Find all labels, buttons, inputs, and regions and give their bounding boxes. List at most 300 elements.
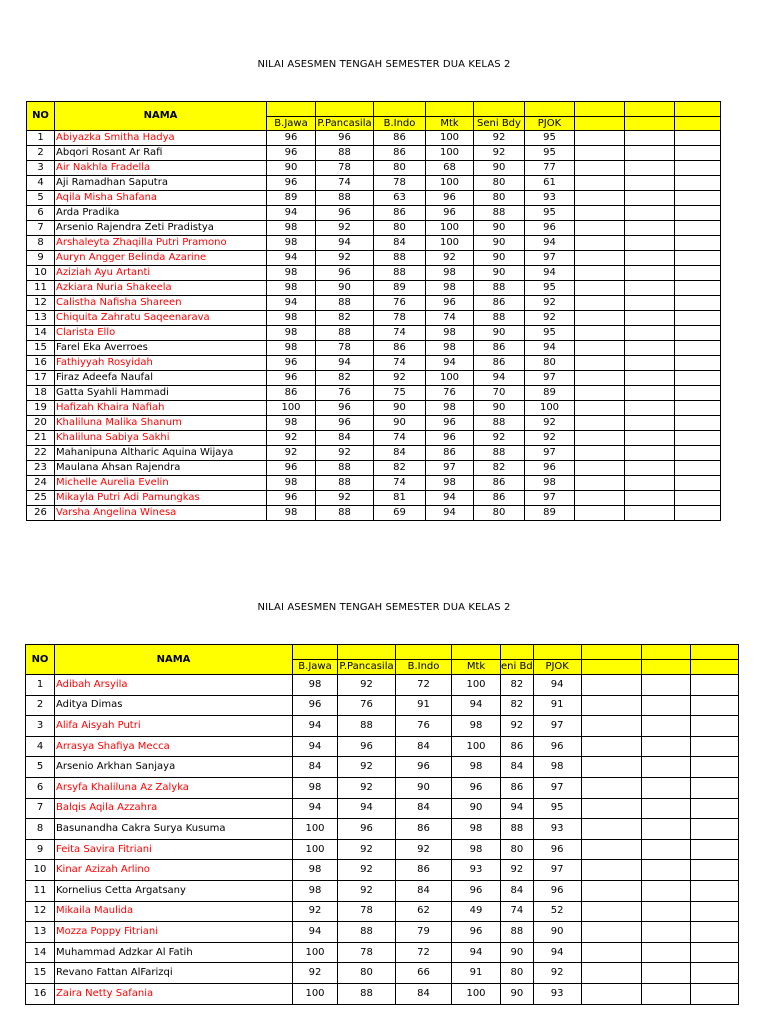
- empty-cell: [625, 431, 675, 446]
- score-ppancasila: 88: [316, 461, 374, 476]
- empty-cell: [625, 206, 675, 221]
- student-name: Mikaila Maulida: [55, 901, 293, 922]
- empty-cell: [575, 296, 625, 311]
- score-ppancasila: 92: [338, 675, 396, 696]
- table-row: [27, 461, 721, 476]
- score-bjawa: 100: [267, 401, 316, 416]
- score-bindo: 88: [374, 266, 426, 281]
- row-number: 25: [27, 491, 55, 506]
- score-bindo: 79: [396, 922, 452, 943]
- header-cell: [374, 102, 426, 117]
- empty-cell: [581, 839, 641, 860]
- score-bjawa: 92: [267, 446, 316, 461]
- empty-cell: [581, 901, 641, 922]
- score-senibdy: 74: [501, 901, 534, 922]
- student-name: Maulana Ahsan Rajendra: [55, 461, 267, 476]
- empty-cell: [575, 431, 625, 446]
- table-row: [26, 922, 739, 943]
- row-number: 10: [27, 266, 55, 281]
- header-cell: [575, 117, 625, 131]
- row-number: 17: [27, 371, 55, 386]
- score-pjok: 100: [525, 401, 575, 416]
- table-row: [27, 236, 721, 251]
- empty-cell: [625, 176, 675, 191]
- empty-cell: [690, 839, 738, 860]
- empty-cell: [581, 819, 641, 840]
- header-cell: [675, 102, 721, 117]
- empty-cell: [690, 777, 738, 798]
- score-bindo: 84: [374, 446, 426, 461]
- table-row: [27, 221, 721, 236]
- header-cell: [581, 645, 641, 660]
- score-bjawa: 94: [293, 736, 338, 757]
- row-number: 16: [26, 983, 55, 1004]
- empty-cell: [575, 176, 625, 191]
- score-ppancasila: 88: [338, 922, 396, 943]
- score-bjawa: 100: [293, 983, 338, 1004]
- score-pjok: 94: [525, 341, 575, 356]
- empty-cell: [675, 206, 721, 221]
- student-name: Mozza Poppy Fitriani: [55, 922, 293, 943]
- score-bindo: 84: [396, 798, 452, 819]
- empty-cell: [625, 161, 675, 176]
- empty-cell: [675, 356, 721, 371]
- score-bindo: 92: [374, 371, 426, 386]
- score-ppancasila: 96: [316, 266, 374, 281]
- score-ppancasila: 96: [316, 206, 374, 221]
- empty-cell: [641, 880, 690, 901]
- empty-cell: [625, 371, 675, 386]
- empty-cell: [575, 251, 625, 266]
- empty-cell: [690, 880, 738, 901]
- score-bjawa: 86: [267, 386, 316, 401]
- score-ppancasila: 92: [316, 251, 374, 266]
- score-bindo: 90: [396, 777, 452, 798]
- score-pjok: 96: [533, 880, 581, 901]
- empty-cell: [581, 942, 641, 963]
- empty-cell: [675, 236, 721, 251]
- empty-cell: [581, 695, 641, 716]
- score-bjawa: 96: [267, 131, 316, 146]
- score-bjawa: 98: [267, 416, 316, 431]
- score-pjok: 95: [525, 131, 575, 146]
- score-ppancasila: 76: [316, 386, 374, 401]
- score-pjok: 97: [525, 446, 575, 461]
- score-mtk: 91: [452, 963, 501, 984]
- empty-cell: [625, 251, 675, 266]
- score-pjok: 89: [525, 506, 575, 521]
- row-number: 8: [27, 236, 55, 251]
- score-ppancasila: 88: [316, 296, 374, 311]
- student-name: Auryn Angger Belinda Azarine: [55, 251, 267, 266]
- empty-cell: [575, 491, 625, 506]
- header-cell: [452, 645, 501, 660]
- score-mtk: 97: [426, 461, 474, 476]
- table-row: [26, 675, 739, 696]
- score-pjok: 96: [533, 839, 581, 860]
- score-mtk: 90: [452, 798, 501, 819]
- table-row: [27, 476, 721, 491]
- score-pjok: 95: [525, 206, 575, 221]
- score-bindo: 90: [374, 401, 426, 416]
- row-number: 24: [27, 476, 55, 491]
- row-number: 1: [26, 675, 55, 696]
- score-senibdy: 90: [474, 251, 525, 266]
- empty-cell: [641, 963, 690, 984]
- score-senibdy: 92: [501, 716, 534, 737]
- empty-cell: [575, 311, 625, 326]
- student-name: Calistha Nafisha Shareen: [55, 296, 267, 311]
- empty-cell: [575, 371, 625, 386]
- table-row: [27, 131, 721, 146]
- empty-cell: [675, 491, 721, 506]
- student-name: Arrasya Shafiya Mecca: [55, 736, 293, 757]
- score-bindo: 80: [374, 221, 426, 236]
- table-row: [27, 161, 721, 176]
- score-bjawa: 94: [293, 716, 338, 737]
- score-senibdy: 92: [474, 431, 525, 446]
- score-bjawa: 96: [267, 491, 316, 506]
- empty-cell: [641, 922, 690, 943]
- header-cell: [641, 645, 690, 660]
- header-cell: [690, 645, 738, 660]
- score-bjawa: 98: [267, 506, 316, 521]
- student-name: Mikayla Putri Adi Pamungkas: [55, 491, 267, 506]
- score-senibdy: 86: [474, 491, 525, 506]
- score-ppancasila: 94: [316, 356, 374, 371]
- empty-cell: [625, 401, 675, 416]
- score-bjawa: 98: [267, 266, 316, 281]
- score-mtk: 96: [426, 416, 474, 431]
- empty-cell: [675, 281, 721, 296]
- score-bjawa: 94: [267, 206, 316, 221]
- row-number: 11: [26, 880, 55, 901]
- empty-cell: [581, 880, 641, 901]
- score-senibdy: 94: [474, 371, 525, 386]
- score-senibdy: 84: [501, 757, 534, 778]
- score-ppancasila: 96: [338, 819, 396, 840]
- empty-cell: [675, 266, 721, 281]
- empty-cell: [641, 942, 690, 963]
- score-bindo: 78: [374, 176, 426, 191]
- score-pjok: 97: [525, 491, 575, 506]
- empty-cell: [625, 296, 675, 311]
- score-bindo: 90: [374, 416, 426, 431]
- row-number: 2: [27, 146, 55, 161]
- score-pjok: 97: [525, 371, 575, 386]
- score-bindo: 86: [374, 146, 426, 161]
- column-header-ppancasila: P.Pancasila: [317, 117, 372, 129]
- score-senibdy: 90: [474, 326, 525, 341]
- empty-cell: [625, 146, 675, 161]
- table-row: [26, 716, 739, 737]
- score-senibdy: 90: [474, 161, 525, 176]
- empty-cell: [575, 221, 625, 236]
- header-cell: [690, 660, 738, 675]
- score-ppancasila: 92: [316, 491, 374, 506]
- student-name: Mahanipuna Altharic Aquina Wijaya: [55, 446, 267, 461]
- score-ppancasila: 96: [338, 736, 396, 757]
- empty-cell: [641, 736, 690, 757]
- column-header-pjok: PJOK: [525, 117, 575, 131]
- score-bindo: 84: [396, 983, 452, 1004]
- score-senibdy: 84: [501, 880, 534, 901]
- score-bindo: 86: [396, 819, 452, 840]
- empty-cell: [575, 356, 625, 371]
- score-bjawa: 100: [293, 819, 338, 840]
- empty-cell: [575, 161, 625, 176]
- student-name: Kinar Azizah Arlino: [55, 860, 293, 881]
- row-number: 4: [27, 176, 55, 191]
- score-mtk: 98: [426, 326, 474, 341]
- empty-cell: [575, 401, 625, 416]
- column-header-nama: NAMA: [55, 102, 267, 131]
- empty-cell: [675, 311, 721, 326]
- score-bindo: 86: [396, 860, 452, 881]
- student-name: Clarista Ello: [55, 326, 267, 341]
- empty-cell: [675, 446, 721, 461]
- score-pjok: 90: [533, 922, 581, 943]
- score-bjawa: 96: [267, 461, 316, 476]
- student-name: Adibah Arsyila: [55, 675, 293, 696]
- score-bjawa: 98: [293, 880, 338, 901]
- table2-title: NILAI ASESMEN TENGAH SEMESTER DUA KELAS 2: [257, 602, 511, 613]
- empty-cell: [675, 476, 721, 491]
- column-header-senibdy: Seni Bdy: [474, 117, 525, 131]
- student-name: Varsha Angelina Winesa: [55, 506, 267, 521]
- score-ppancasila: 88: [316, 146, 374, 161]
- table-row: [27, 251, 721, 266]
- score-bindo: 74: [374, 431, 426, 446]
- score-ppancasila: 96: [316, 416, 374, 431]
- score-pjok: 77: [525, 161, 575, 176]
- column-header-nama: NAMA: [55, 645, 293, 675]
- table-row: [27, 206, 721, 221]
- empty-cell: [675, 131, 721, 146]
- empty-cell: [625, 341, 675, 356]
- student-name: Muhammad Adzkar Al Fatih: [55, 942, 293, 963]
- column-header-no: NO: [26, 645, 55, 675]
- score-mtk: 76: [426, 386, 474, 401]
- row-number: 23: [27, 461, 55, 476]
- score-ppancasila: 80: [338, 963, 396, 984]
- score-mtk: 68: [426, 161, 474, 176]
- score-senibdy: 88: [474, 446, 525, 461]
- empty-cell: [625, 236, 675, 251]
- student-name: Air Nakhla Fradella: [55, 161, 267, 176]
- student-name: Feita Savira Fitriani: [55, 839, 293, 860]
- empty-cell: [690, 798, 738, 819]
- table-row: [26, 777, 739, 798]
- score-mtk: 100: [426, 221, 474, 236]
- empty-cell: [575, 386, 625, 401]
- score-bindo: 84: [374, 236, 426, 251]
- row-number: 20: [27, 416, 55, 431]
- score-senibdy: 86: [474, 476, 525, 491]
- table-row: [26, 839, 739, 860]
- table-row: [27, 266, 721, 281]
- score-pjok: 61: [525, 176, 575, 191]
- table-row: [26, 860, 739, 881]
- score-bindo: 74: [374, 356, 426, 371]
- student-name: Revano Fattan AlFarizqi: [55, 963, 293, 984]
- empty-cell: [575, 476, 625, 491]
- score-senibdy: 82: [501, 695, 534, 716]
- score-mtk: 100: [426, 236, 474, 251]
- empty-cell: [641, 777, 690, 798]
- score-bindo: 82: [374, 461, 426, 476]
- empty-cell: [675, 386, 721, 401]
- table-row: [27, 281, 721, 296]
- student-name: Arsenio Rajendra Zeti Pradistya: [55, 221, 267, 236]
- table-row: [26, 798, 739, 819]
- empty-cell: [641, 839, 690, 860]
- student-name: Hafizah Khaira Nafiah: [55, 401, 267, 416]
- score-bjawa: 98: [293, 675, 338, 696]
- empty-cell: [581, 963, 641, 984]
- row-number: 14: [26, 942, 55, 963]
- score-bindo: 84: [396, 880, 452, 901]
- score-pjok: 97: [533, 716, 581, 737]
- score-mtk: 94: [426, 506, 474, 521]
- empty-cell: [575, 206, 625, 221]
- score-mtk: 93: [452, 860, 501, 881]
- score-senibdy: 82: [501, 675, 534, 696]
- header-cell: [293, 645, 338, 660]
- empty-cell: [575, 341, 625, 356]
- student-name: Basunandha Cakra Surya Kusuma: [55, 819, 293, 840]
- table-row: [26, 942, 739, 963]
- score-senibdy: 82: [474, 461, 525, 476]
- score-bindo: 80: [374, 161, 426, 176]
- empty-cell: [690, 901, 738, 922]
- empty-cell: [581, 922, 641, 943]
- score-senibdy: 88: [474, 281, 525, 296]
- score-ppancasila: 82: [316, 311, 374, 326]
- empty-cell: [575, 236, 625, 251]
- score-pjok: 92: [525, 311, 575, 326]
- score-bjawa: 94: [293, 798, 338, 819]
- student-name: Aziziah Ayu Artanti: [55, 266, 267, 281]
- score-mtk: 100: [426, 176, 474, 191]
- score-ppancasila: 92: [338, 880, 396, 901]
- score-ppancasila: 82: [316, 371, 374, 386]
- empty-cell: [690, 922, 738, 943]
- empty-cell: [625, 356, 675, 371]
- row-number: 5: [26, 757, 55, 778]
- empty-cell: [675, 191, 721, 206]
- row-number: 8: [26, 819, 55, 840]
- score-mtk: 98: [426, 476, 474, 491]
- score-pjok: 93: [525, 191, 575, 206]
- score-mtk: 94: [426, 356, 474, 371]
- header-cell: [338, 645, 396, 660]
- table-row: [27, 386, 721, 401]
- student-name: Michelle Aurelia Evelin: [55, 476, 267, 491]
- score-senibdy: 88: [501, 819, 534, 840]
- empty-cell: [675, 326, 721, 341]
- score-bjawa: 94: [267, 251, 316, 266]
- score-pjok: 91: [533, 695, 581, 716]
- score-mtk: 98: [452, 757, 501, 778]
- student-name: Fathiyyah Rosyidah: [55, 356, 267, 371]
- score-bjawa: 90: [267, 161, 316, 176]
- score-mtk: 96: [452, 880, 501, 901]
- student-name: Alifa Aisyah Putri: [55, 716, 293, 737]
- score-bindo: 88: [374, 251, 426, 266]
- empty-cell: [675, 251, 721, 266]
- score-pjok: 94: [525, 236, 575, 251]
- header-cell: [675, 117, 721, 131]
- score-senibdy: 92: [501, 860, 534, 881]
- score-bjawa: 100: [293, 839, 338, 860]
- row-number: 4: [26, 736, 55, 757]
- empty-cell: [675, 401, 721, 416]
- score-senibdy: 88: [474, 416, 525, 431]
- score-ppancasila: 92: [316, 446, 374, 461]
- header-cell: [501, 645, 534, 660]
- empty-cell: [575, 191, 625, 206]
- empty-cell: [581, 736, 641, 757]
- empty-cell: [641, 757, 690, 778]
- score-ppancasila: 78: [316, 161, 374, 176]
- row-number: 12: [26, 901, 55, 922]
- score-bjawa: 98: [293, 860, 338, 881]
- score-senibdy: 92: [474, 131, 525, 146]
- empty-cell: [581, 860, 641, 881]
- empty-cell: [675, 416, 721, 431]
- header-cell: [533, 645, 581, 660]
- score-senibdy: 70: [474, 386, 525, 401]
- score-pjok: 96: [525, 461, 575, 476]
- empty-cell: [625, 131, 675, 146]
- score-pjok: 95: [533, 798, 581, 819]
- student-name: Gatta Syahli Hammadi: [55, 386, 267, 401]
- score-mtk: 92: [426, 251, 474, 266]
- table-row: [27, 356, 721, 371]
- score-bindo: 86: [374, 206, 426, 221]
- score-mtk: 96: [426, 296, 474, 311]
- empty-cell: [575, 281, 625, 296]
- student-name: Arda Pradika: [55, 206, 267, 221]
- empty-cell: [641, 983, 690, 1004]
- score-ppancasila: 78: [316, 341, 374, 356]
- score-bindo: 72: [396, 675, 452, 696]
- score-bindo: 76: [396, 716, 452, 737]
- score-mtk: 96: [426, 191, 474, 206]
- score-mtk: 100: [452, 983, 501, 1004]
- score-bjawa: 96: [267, 356, 316, 371]
- empty-cell: [625, 491, 675, 506]
- row-number: 22: [27, 446, 55, 461]
- student-name: Aji Ramadhan Saputra: [55, 176, 267, 191]
- score-senibdy: 80: [501, 839, 534, 860]
- score-pjok: 97: [533, 777, 581, 798]
- row-number: 9: [27, 251, 55, 266]
- empty-cell: [581, 777, 641, 798]
- score-ppancasila: 94: [338, 798, 396, 819]
- score-bjawa: 96: [267, 146, 316, 161]
- score-bjawa: 98: [267, 236, 316, 251]
- empty-cell: [581, 983, 641, 1004]
- score-senibdy: 90: [501, 942, 534, 963]
- score-ppancasila: 92: [338, 757, 396, 778]
- row-number: 5: [27, 191, 55, 206]
- score-pjok: 89: [525, 386, 575, 401]
- column-header-bindo: B.Indo: [396, 660, 452, 675]
- score-bjawa: 94: [293, 922, 338, 943]
- empty-cell: [625, 386, 675, 401]
